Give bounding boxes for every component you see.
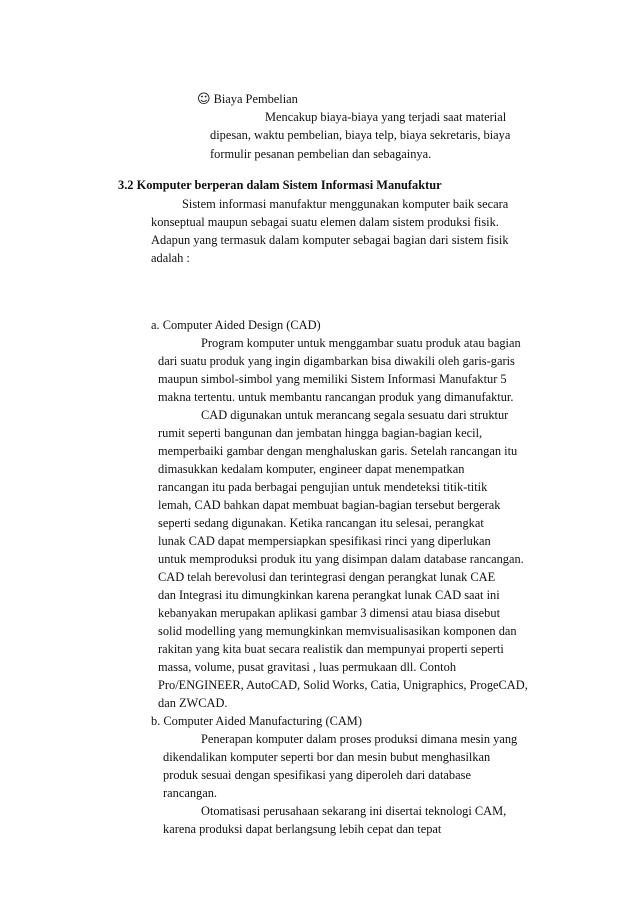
cad-line: CAD telah berevolusi dan terintegrasi dengan perangkat lunak CAE xyxy=(158,570,496,584)
cad-line: dari suatu produk yang ingin digambarkan bisa diwakili oleh garis-garis xyxy=(158,354,515,368)
biaya-line: dipesan, waktu pembelian, biaya telp, biaya sekretaris, biaya xyxy=(210,128,511,142)
biaya-line: Mencakup biaya-biaya yang terjadi saat material xyxy=(265,110,507,124)
section-line: Adapun yang termasuk dalam komputer sebagai bagian dari sistem fisik xyxy=(151,233,509,247)
cad-line: lunak CAD dapat mempersiapkan spesifikasi rinci yang diperlukan xyxy=(158,534,491,548)
cad-line: rumit seperti bangunan dan jembatan hingga bagian-bagian kecil, xyxy=(158,426,483,440)
cad-line: kebanyakan merupakan aplikasi gambar 3 dimensi atau biasa disebut xyxy=(158,606,501,620)
cad-line: seperti sedang digunakan. Ketika rancangan itu selesai, perangkat xyxy=(158,516,484,530)
cad-line: rakitan yang kita buat secara realistik dan mempunyai properti seperti xyxy=(158,642,504,656)
biaya-line: formulir pesanan pembelian dan sebagainya. xyxy=(210,147,432,161)
cam-line: rancangan. xyxy=(163,786,218,800)
cad-line: CAD digunakan untuk merancang segala sesuatu dari struktur xyxy=(201,408,509,422)
cad-line: solid modelling yang memungkinkan memvisualisasikan komponen dan xyxy=(158,624,517,638)
cad-line: dimasukkan kedalam komputer, engineer dapat menempatkan xyxy=(158,462,465,476)
cad-line: massa, volume, pusat gravitasi , luas permukaan dll. Contoh xyxy=(158,660,457,674)
cad-line: dan Integrasi itu dimungkinkan karena perangkat lunak CAD saat ini xyxy=(158,588,500,602)
cam-line: dikendalikan komputer seperti bor dan mesin bubut menghasilkan xyxy=(163,750,491,764)
section-line: konseptual maupun sebagai suatu elemen dalam sistem produksi fisik. xyxy=(151,215,499,229)
cad-line: untuk memproduksi produk itu yang disimpan dalam database rancangan. xyxy=(158,552,524,566)
cad-line: dan ZWCAD. xyxy=(158,696,228,710)
smiley-icon: ☺ xyxy=(197,92,211,107)
cad-line: Pro/ENGINEER, AutoCAD, Solid Works, Catia, Unigraphics, ProgeCAD, xyxy=(158,678,528,692)
cam-line: Penerapan komputer dalam proses produksi dimana mesin yang xyxy=(201,732,518,746)
cad-heading: a. Computer Aided Design (CAD) xyxy=(151,318,321,332)
biaya-heading-text: Biaya Pembelian xyxy=(213,92,298,106)
cad-line: maupun simbol-simbol yang memiliki Sistem Informasi Manufaktur 5 xyxy=(158,372,507,386)
cad-line: lemah, CAD bahkan dapat membuat bagian-bagian tersebut bergerak xyxy=(158,498,501,512)
cam-heading: b. Computer Aided Manufacturing (CAM) xyxy=(151,714,362,728)
cam-line: produk sesuai dengan spesifikasi yang diperoleh dari database xyxy=(163,768,471,782)
cad-line: rancangan itu pada berbagai pengujian untuk mendeteksi titik-titik xyxy=(158,480,488,494)
cam-line: karena produksi dapat berlangsung lebih cepat dan tepat xyxy=(163,822,442,836)
section-line: Sistem informasi manufaktur menggunakan komputer baik secara xyxy=(182,197,509,211)
cad-line: makna tertentu. untuk membantu rancangan produk yang dimanufaktur. xyxy=(158,390,514,404)
cad-line: memperbaiki gambar dengan menghaluskan garis. Setelah rancangan itu xyxy=(158,444,518,458)
cam-line: Otomatisasi perusahaan sekarang ini disertai teknologi CAM, xyxy=(201,804,507,818)
section-line: adalah : xyxy=(151,251,190,265)
cad-line: Program komputer untuk menggambar suatu produk atau bagian xyxy=(201,336,521,350)
biaya-heading xyxy=(197,92,298,107)
section-title: 3.2 Komputer berperan dalam Sistem Informasi Manufaktur xyxy=(118,178,442,192)
